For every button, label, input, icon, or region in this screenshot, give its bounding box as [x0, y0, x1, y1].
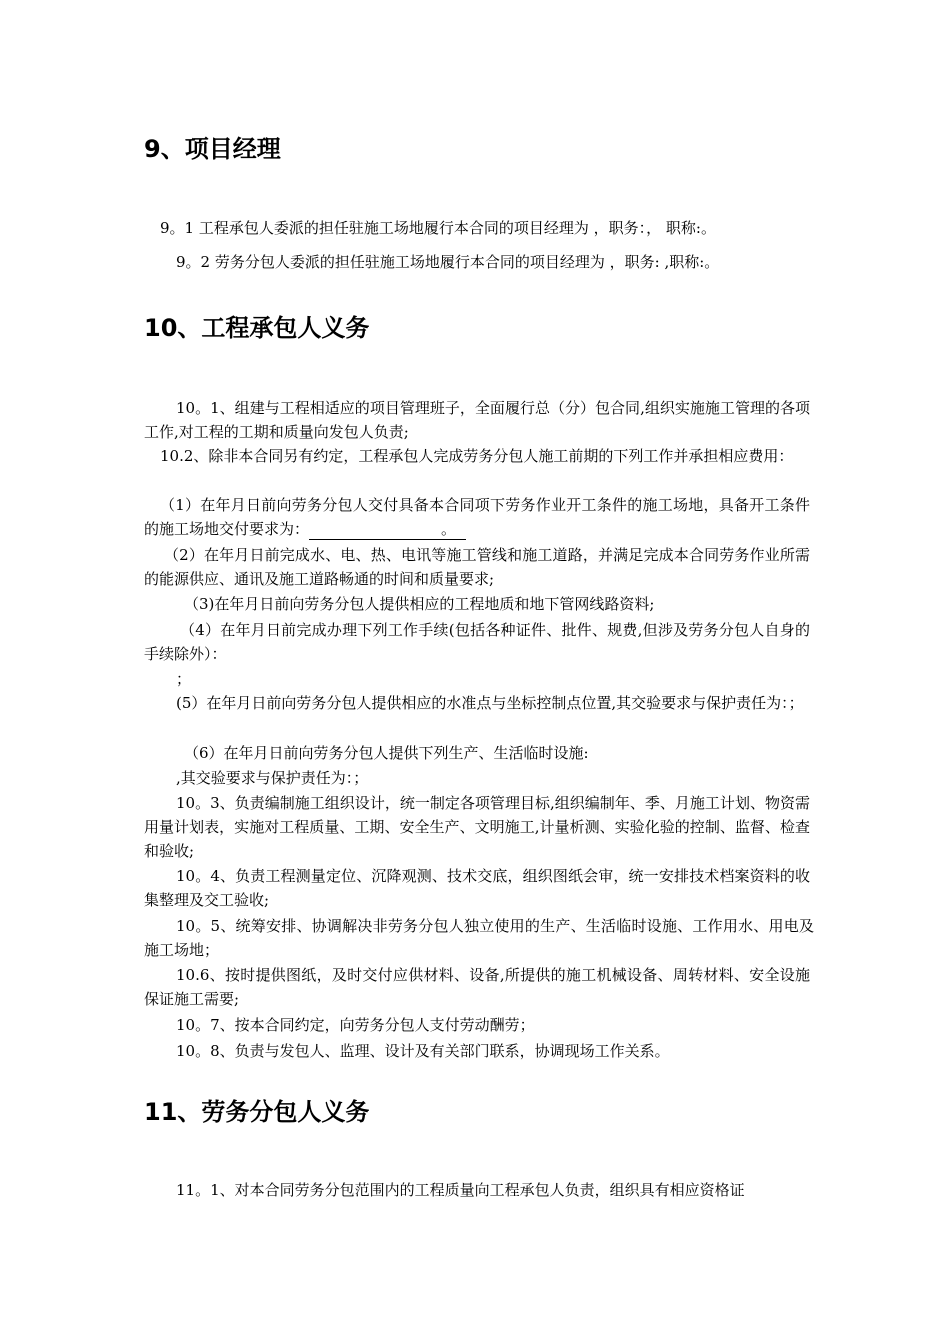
clause-10-4: 10。4、负责工程测量定位、沉降观测、技术交底，组织图纸会审，统一安排技术档案资料的收集整理及交工验收;: [144, 867, 810, 909]
section-10-heading: 10、工程承包人义务: [144, 314, 370, 342]
item-10-2-4-blank-line: ；: [176, 670, 192, 688]
clause-10-2: 10.2、除非本合同另有约定，工程承包人完成劳务分包人施工前期的下列工作并承担相应费用：: [160, 447, 794, 465]
item-10-2-1: [144, 493, 810, 541]
clause-9-2: 9。2 劳务分包人委派的担任驻施工场地履行本合同的项目经理为 ，职务: ,职称:。: [176, 253, 720, 271]
handover-requirement-end: 。: [441, 520, 457, 538]
clause-10-1: 10。1、组建与工程相适应的项目管理班子，全面履行总（分）包合同,组织实施施工管理的各项工作,对工程的工期和质量向发包人负责;: [144, 399, 810, 441]
item-10-2-6-continuation: ,其交验要求与保护责任为：；: [176, 769, 369, 787]
section-9-heading: 9、项目经理: [144, 135, 281, 163]
item-10-2-6: （6）在年月日前向劳务分包人提供下列生产、生活临时设施:: [184, 744, 589, 762]
clause-11-1: 11。1、对本合同劳务分包范围内的工程质量向工程承包人负责，组织具有相应资格证: [176, 1181, 745, 1199]
clause-10-3: 10。3、负责编制施工组织设计，统一制定各项管理目标,组织编制年、季、月施工计划、物资需用量计划表，实施对工程质量、工期、安全生产、文明施工,计量析测、实验化验的控制、监督、检查和验收;: [144, 794, 810, 860]
clause-10-5: 10。5、统筹安排、协调解决非劳务分包人独立使用的生产、生活临时设施、工作用水、用电及施工场地；: [144, 917, 814, 959]
item-10-2-5: (5）在年月日前向劳务分包人提供相应的水准点与坐标控制点位置,其交验要求与保护责任为：；: [176, 694, 804, 712]
section-11-heading: 11、劳务分包人义务: [144, 1098, 370, 1126]
item-10-2-3: （3)在年月日前向劳务分包人提供相应的工程地质和地下管网线路资料;: [184, 595, 655, 613]
item-10-2-2: （2）在年月日前完成水、电、热、电讯等施工管线和施工道路，并满足完成本合同劳务作业所需的能源供应、通讯及施工道路畅通的时间和质量要求;: [144, 546, 810, 588]
item-10-2-1-text: （1）在年月日前向劳务分包人交付具备本合同项下劳务作业开工条件的施工场地，具备开工条件的施工场地交付要求为：: [144, 496, 810, 538]
handover-requirement-blank: [309, 519, 466, 540]
clause-10-6: 10.6、按时提供图纸，及时交付应供材料、设备,所提供的施工机械设备、周转材料、安全设施保证施工需要;: [144, 966, 810, 1008]
item-10-2-4: （4）在年月日前完成办理下列工作手续(包括各种证件、批件、规费,但涉及劳务分包人自身的手续除外）：: [144, 621, 810, 663]
clause-10-8: 10。8、负责与发包人、监理、设计及有关部门联系，协调现场工作关系。: [176, 1042, 670, 1060]
clause-9-1: 9。1 工程承包人委派的担任驻施工场地履行本合同的项目经理为 ，职务：， 职称:。: [160, 219, 716, 237]
clause-10-7: 10。7、按本合同约定，向劳务分包人支付劳动酬劳；: [176, 1016, 535, 1034]
